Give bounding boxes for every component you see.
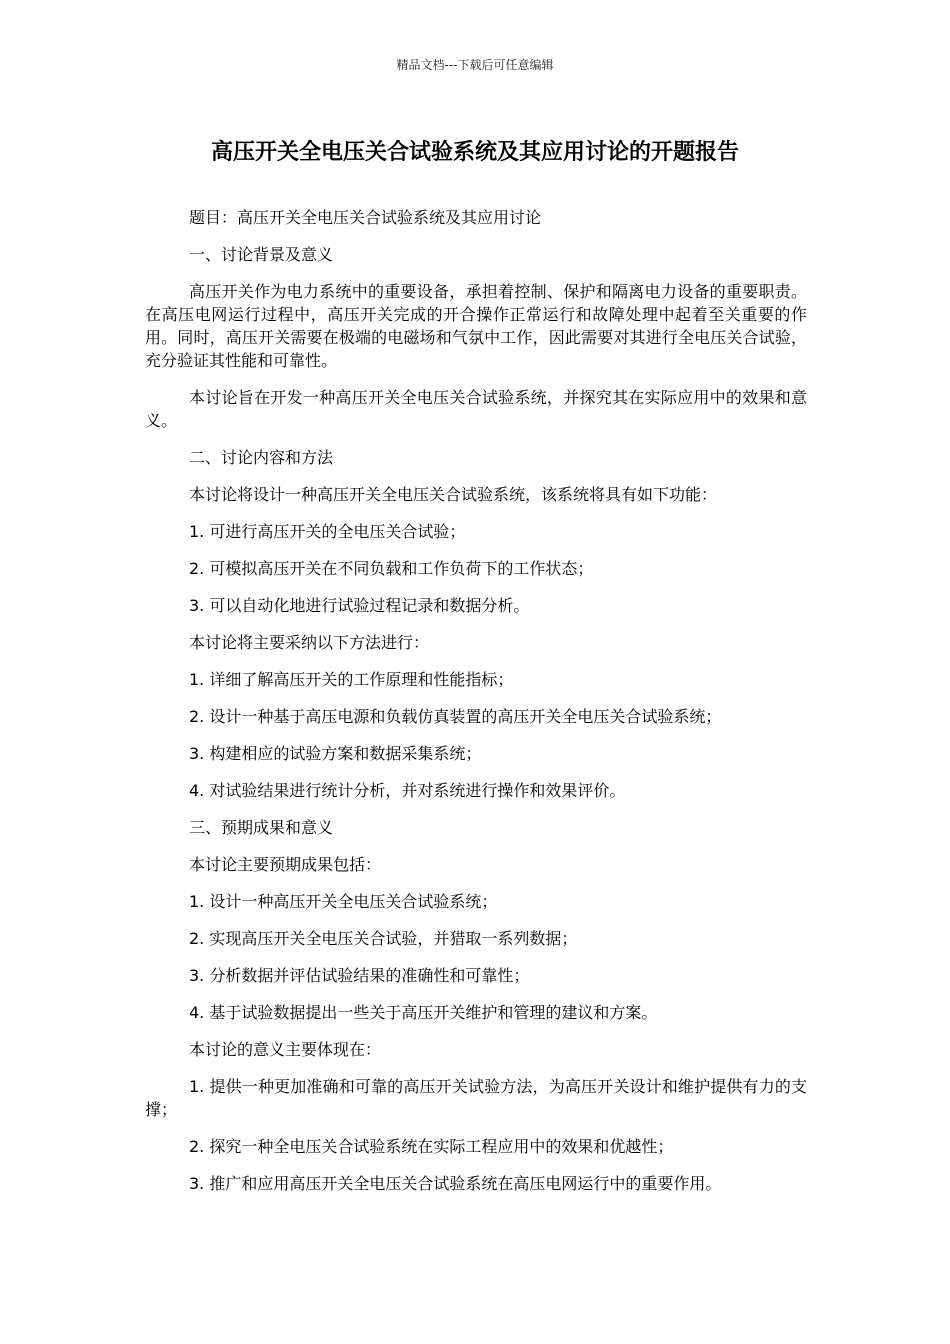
list-item: 4. 基于试验数据提出一些关于高压开关维护和管理的建议和方案。 bbox=[189, 1003, 658, 1022]
list-item: 1. 设计一种高压开关全电压关合试验系统； bbox=[189, 892, 498, 911]
section-heading-results: 三、预期成果和意义 bbox=[189, 818, 334, 837]
paragraph: 本讨论主要预期成果包括： bbox=[189, 855, 382, 874]
page-header: 精品文档---下载后可任意编辑 bbox=[396, 58, 554, 72]
paragraph: 本讨论旨在开发一种高压开关全电压关合试验系统，并探究其在实际应用中的效果和意义。 bbox=[145, 388, 807, 430]
list-item: 2. 实现高压开关全电压关合试验，并猎取一系列数据； bbox=[189, 929, 578, 948]
paragraph-subject: 题目：高压开关全电压关合试验系统及其应用讨论 bbox=[189, 208, 542, 227]
paragraph: 本讨论将设计一种高压开关全电压关合试验系统，该系统将具有如下功能： bbox=[189, 485, 718, 504]
list-item: 2. 设计一种基于高压电源和负载仿真装置的高压开关全电压关合试验系统； bbox=[189, 707, 722, 726]
paragraph: 本讨论将主要采纳以下方法进行： bbox=[189, 633, 430, 652]
paragraph: 本讨论的意义主要体现在： bbox=[189, 1040, 382, 1059]
list-item: 1. 详细了解高压开关的工作原理和性能指标； bbox=[189, 670, 514, 689]
paragraph: 高压开关作为电力系统中的重要设备，承担着控制、保护和隔离电力设备的重要职责。在高压电网运行过程中，高压开关完成的开合操作正常运行和故障处理中起着至关重要的作用。同时，高压开关需要在极端的电磁场和气氛中工作，因此需要对其进行全电压关合试验，充分验证其性能和可靠性。 bbox=[145, 282, 807, 370]
section-heading-content-method: 二、讨论内容和方法 bbox=[189, 448, 334, 467]
document-body bbox=[145, 206, 807, 1209]
list-item: 2. 可模拟高压开关在不同负载和工作负荷下的工作状态； bbox=[189, 559, 594, 578]
list-item: 2. 探究一种全电压关合试验系统在实际工程应用中的效果和优越性； bbox=[189, 1137, 674, 1156]
document-title: 高压开关全电压关合试验系统及其应用讨论的开题报告 bbox=[210, 140, 739, 165]
list-item: 4. 对试验结果进行统计分析，并对系统进行操作和效果评价。 bbox=[189, 781, 626, 800]
section-heading-background: 一、讨论背景及意义 bbox=[189, 245, 334, 264]
list-item: 3. 可以自动化地进行试验过程记录和数据分析。 bbox=[189, 596, 530, 615]
list-item: 1. 可进行高压开关的全电压关合试验； bbox=[189, 522, 466, 541]
list-item: 3. 分析数据并评估试验结果的准确性和可靠性； bbox=[189, 966, 530, 985]
list-item: 1. 提供一种更加准确和可靠的高压开关试验方法，为高压开关设计和维护提供有力的支撑； bbox=[145, 1077, 807, 1119]
list-item: 3. 推广和应用高压开关全电压关合试验系统在高压电网运行中的重要作用。 bbox=[189, 1174, 722, 1193]
list-item: 3. 构建相应的试验方案和数据采集系统； bbox=[189, 744, 482, 763]
